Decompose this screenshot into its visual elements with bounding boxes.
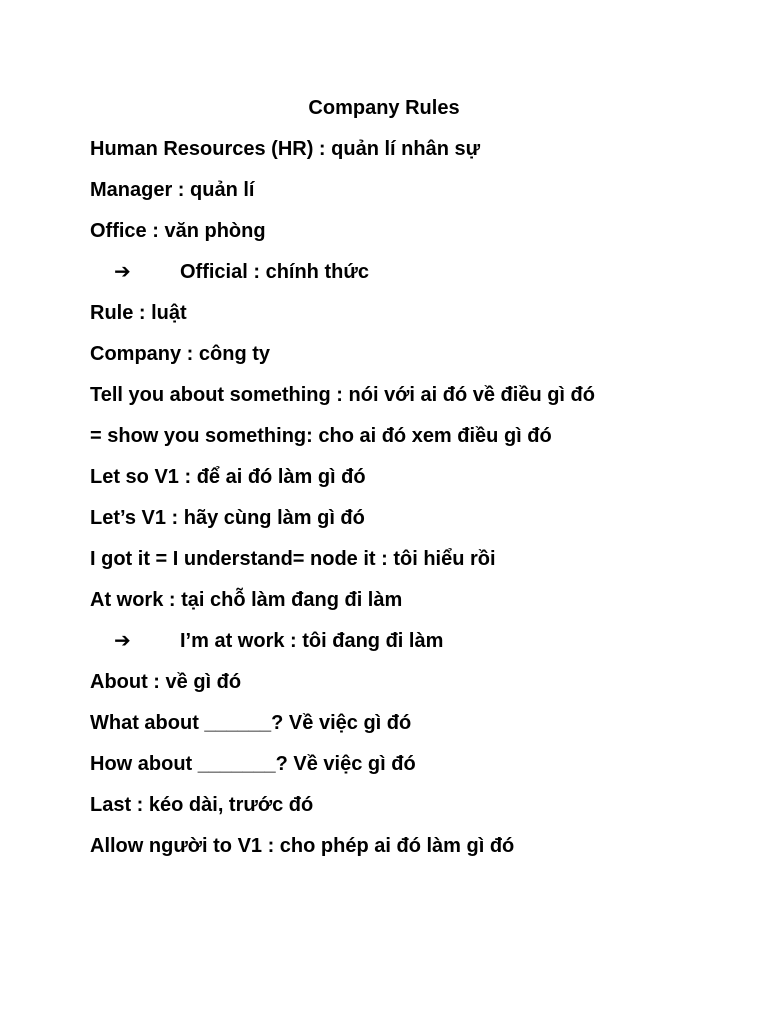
list-item-text: Rule : luật <box>90 302 187 324</box>
list-item-text: Human Resources (HR) : quản lí nhân sự <box>90 138 481 160</box>
right-arrow-icon: ➔ <box>114 630 131 652</box>
list-item-text: About : về gì đó <box>90 671 242 693</box>
list-item-text: Company : công ty <box>90 343 271 365</box>
list-item <box>90 668 750 709</box>
list-item-text: What about ______? Về việc gì đó <box>90 712 412 734</box>
list-item <box>90 381 750 422</box>
list-item-text: I’m at work : tôi đang đi làm <box>180 630 444 652</box>
list-item-text: Let’s V1 : hãy cùng làm gì đó <box>90 507 365 529</box>
list-item-arrow <box>90 258 750 299</box>
list-item-arrow <box>90 627 750 668</box>
vocabulary-list <box>90 135 750 873</box>
list-item <box>90 832 750 873</box>
list-item <box>90 422 750 463</box>
list-item-text: How about _______? Về việc gì đó <box>90 753 416 775</box>
list-item <box>90 750 750 791</box>
list-item <box>90 176 750 217</box>
list-item <box>90 217 750 258</box>
list-item <box>90 586 750 627</box>
list-item-text: = show you something: cho ai đó xem điều gì đó <box>90 425 552 447</box>
list-item <box>90 299 750 340</box>
list-item-text: Tell you about something : nói với ai đó về điều gì đó <box>90 384 595 406</box>
page-title: Company Rules <box>308 97 460 119</box>
list-item <box>90 791 750 832</box>
list-item-text: At work : tại chỗ làm đang đi làm <box>90 589 403 611</box>
list-item-text: Last : kéo dài, trước đó <box>90 794 314 816</box>
list-item <box>90 504 750 545</box>
list-item-text: Let so V1 : để ai đó làm gì đó <box>90 466 366 488</box>
list-item-text: Office : văn phòng <box>90 220 266 242</box>
list-item <box>90 135 750 176</box>
list-item <box>90 463 750 504</box>
list-item <box>90 545 750 586</box>
list-item-text: Allow người to V1 : cho phép ai đó làm gì đó <box>90 835 515 857</box>
list-item-text: Official : chính thức <box>180 261 369 283</box>
list-item-text: Manager : quản lí <box>90 179 255 201</box>
list-item <box>90 709 750 750</box>
right-arrow-icon: ➔ <box>114 261 131 283</box>
list-item-text: I got it = I understand= node it : tôi hiểu rồi <box>90 548 496 570</box>
list-item <box>90 340 750 381</box>
